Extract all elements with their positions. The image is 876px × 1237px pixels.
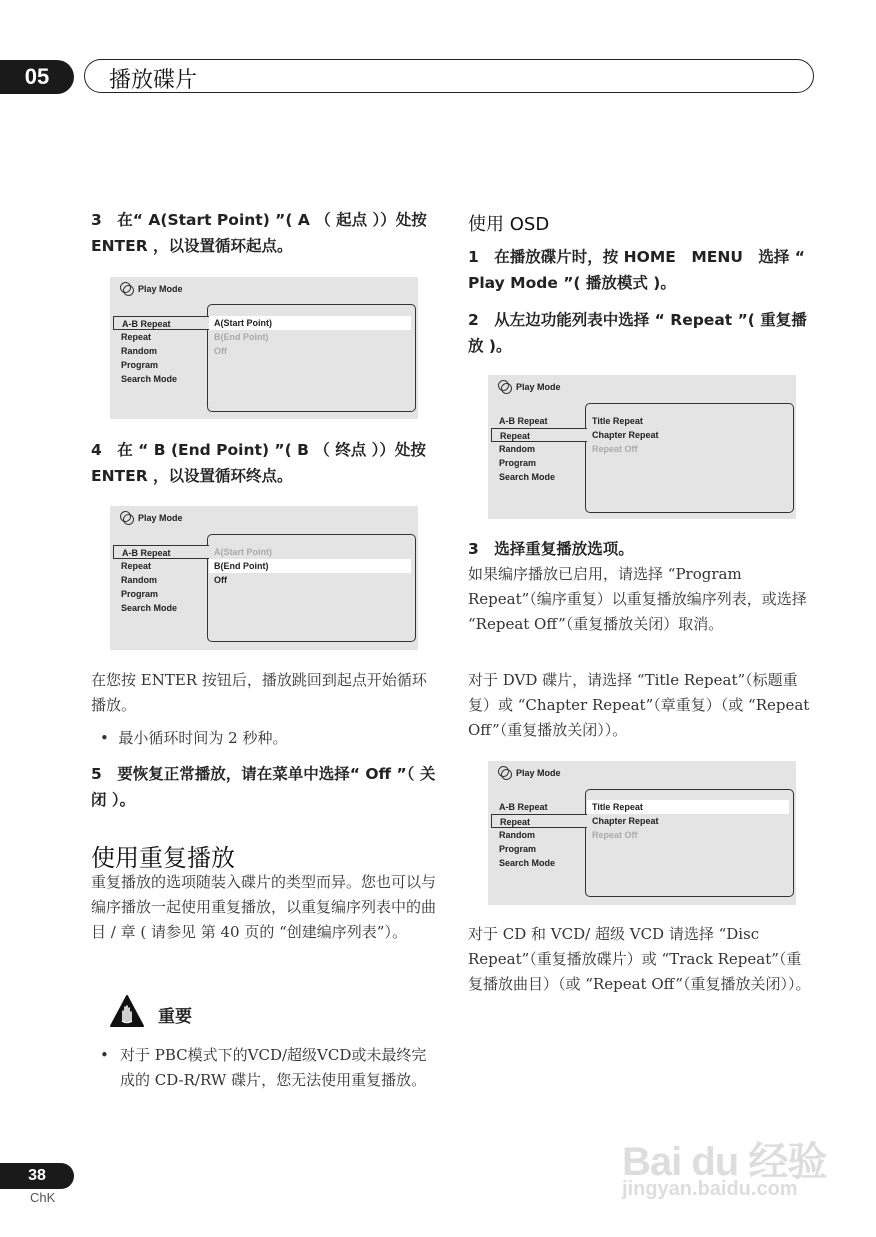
chapter-title: 播放碟片 [109,68,198,93]
osd-header [498,380,561,394]
watermark-url: jingyan.baidu.com [622,1178,798,1200]
menu-item-program[interactable]: Program [499,844,537,854]
important-bullet-text: 对于 PBC模式下的VCD/超级VCD或未最终完成的 CD-R/RW 碟片，您无法使用重复播放。 [120,1046,427,1089]
osd-options [209,316,411,358]
osd-menu [491,800,587,870]
option-repeat-off[interactable]: Repeat Off [592,830,638,840]
menu-item-search-mode[interactable]: Search Mode [121,603,178,613]
osd-section-title: 使用 OSD [468,214,550,235]
menu-item-ab-repeat[interactable]: A-B Repeat [499,802,548,812]
osd-header [120,282,183,296]
option-start-point[interactable]: A(Start Point) [209,316,411,330]
osd-screen-ab-end [110,506,418,650]
osd-header [120,511,183,525]
menu-item-random[interactable]: Random [499,830,535,840]
warning-hand-icon [110,994,144,1028]
right-step-2: 2 从左边功能列表中选择 “ Repeat ”( 重复播放 )。 [468,311,807,355]
right-step-3-text-1: 如果编序播放已启用，请选择 “Program Repeat”（编序重复）以重复播放编序列表，或选择 “Repeat Off”（重复播放关闭）取消。 [468,565,807,633]
osd-options [209,545,411,587]
menu-item-repeat[interactable]: Repeat [491,428,587,442]
option-chapter-repeat[interactable]: Chapter Repeat [592,430,659,440]
option-title-repeat[interactable]: Title Repeat [592,416,643,426]
osd-title: Play Mode [516,382,561,392]
osd-screen-repeat [488,375,796,519]
option-start-point[interactable]: A(Start Point) [214,547,272,557]
left-step-4: 4 在 “ B (End Point) ”( B （ 终点 ））处按 ENTER ，以设置循环终点。 [91,441,426,485]
option-off[interactable]: Off [214,346,227,356]
language-code: ChK [30,1190,56,1205]
osd-menu [491,414,587,484]
important-bullet [100,1043,440,1093]
osd-title: Play Mode [138,513,183,523]
bullet-dot: • [100,1046,109,1064]
osd-menu [113,545,209,615]
option-repeat-off[interactable]: Repeat Off [592,444,638,454]
bullet-dot: • [100,729,119,747]
option-off[interactable]: Off [214,575,227,585]
osd-options [587,414,789,456]
menu-item-ab-repeat[interactable]: A-B Repeat [499,416,548,426]
watermark-brand: Bai du 经验 [622,1140,827,1184]
option-chapter-repeat[interactable]: Chapter Repeat [592,816,659,826]
menu-item-random[interactable]: Random [499,444,535,454]
disc-icon [120,511,134,525]
page-number: 38 [0,1163,74,1189]
left-step-5: 5 要恢复正常播放，请在菜单中选择“ Off ”（ 关闭 ）。 [91,765,436,809]
after-enter-text: 在您按 ENTER 按钮后，播放跳回到起点开始循环播放。 [91,671,427,714]
bullet-min-time [100,726,440,751]
right-step-1: 1 在播放碟片时，按 HOME MENU 选择 “ Play Mode ”( 播放模式 )。 [468,248,805,292]
option-end-point[interactable]: B(End Point) [209,559,411,573]
menu-item-repeat[interactable]: Repeat [121,332,152,342]
menu-item-search-mode[interactable]: Search Mode [121,374,178,384]
osd-title: Play Mode [138,284,183,294]
menu-item-search-mode[interactable]: Search Mode [499,858,556,868]
menu-item-program[interactable]: Program [121,589,159,599]
cd-vcd-text: 对于 CD 和 VCD/ 超级 VCD 请选择 “Disc Repeat”（重复播放碟片）或 “Track Repeat”（重复播放曲目）（或 “Repeat Off”（重复播放关闭））。 [468,925,811,993]
osd-menu [113,316,209,386]
disc-icon [120,282,134,296]
section-title: 使用重复播放 [91,844,235,872]
menu-item-program[interactable]: Program [121,360,159,370]
disc-icon [498,380,512,394]
bullet-text: 最小循环时间为 2 秒种。 [118,729,288,747]
osd-screen-ab-start [110,277,418,419]
osd-options [587,800,789,842]
menu-item-random[interactable]: Random [121,575,157,585]
right-step-3-text-2: 对于 DVD 碟片，请选择 “Title Repeat”（标题重复）或 “Chapter Repeat”（章重复）（或 “Repeat Off”（重复播放关闭））。 [468,671,810,739]
osd-screen-title-repeat [488,761,796,905]
osd-title: Play Mode [516,768,561,778]
important-label: 重要 [158,1007,192,1027]
left-step-3: 3 在“ A(Start Point) ”( A （ 起点 ））处按 ENTER ，以设置循环起点。 [91,211,427,255]
right-step-3-title: 3 选择重复播放选项。 [468,540,634,558]
osd-header [498,766,561,780]
option-title-repeat[interactable]: Title Repeat [587,800,789,814]
chapter-title-box [84,59,814,93]
menu-item-search-mode[interactable]: Search Mode [499,472,556,482]
menu-item-program[interactable]: Program [499,458,537,468]
section-text: 重复播放的选项随装入碟片的类型而异。您也可以与编序播放一起使用重复播放，以重复编序列表中的曲目 / 章 ( 请参见 第 40 页的 “创建编序列表”）。 [91,873,437,941]
menu-item-ab-repeat[interactable]: A-B Repeat [113,316,209,330]
menu-item-ab-repeat[interactable]: A-B Repeat [113,545,209,559]
menu-item-repeat[interactable]: Repeat [491,814,587,828]
option-end-point[interactable]: B(End Point) [214,332,269,342]
disc-icon [498,766,512,780]
chapter-number: 05 [0,60,74,94]
menu-item-repeat[interactable]: Repeat [121,561,152,571]
menu-item-random[interactable]: Random [121,346,157,356]
